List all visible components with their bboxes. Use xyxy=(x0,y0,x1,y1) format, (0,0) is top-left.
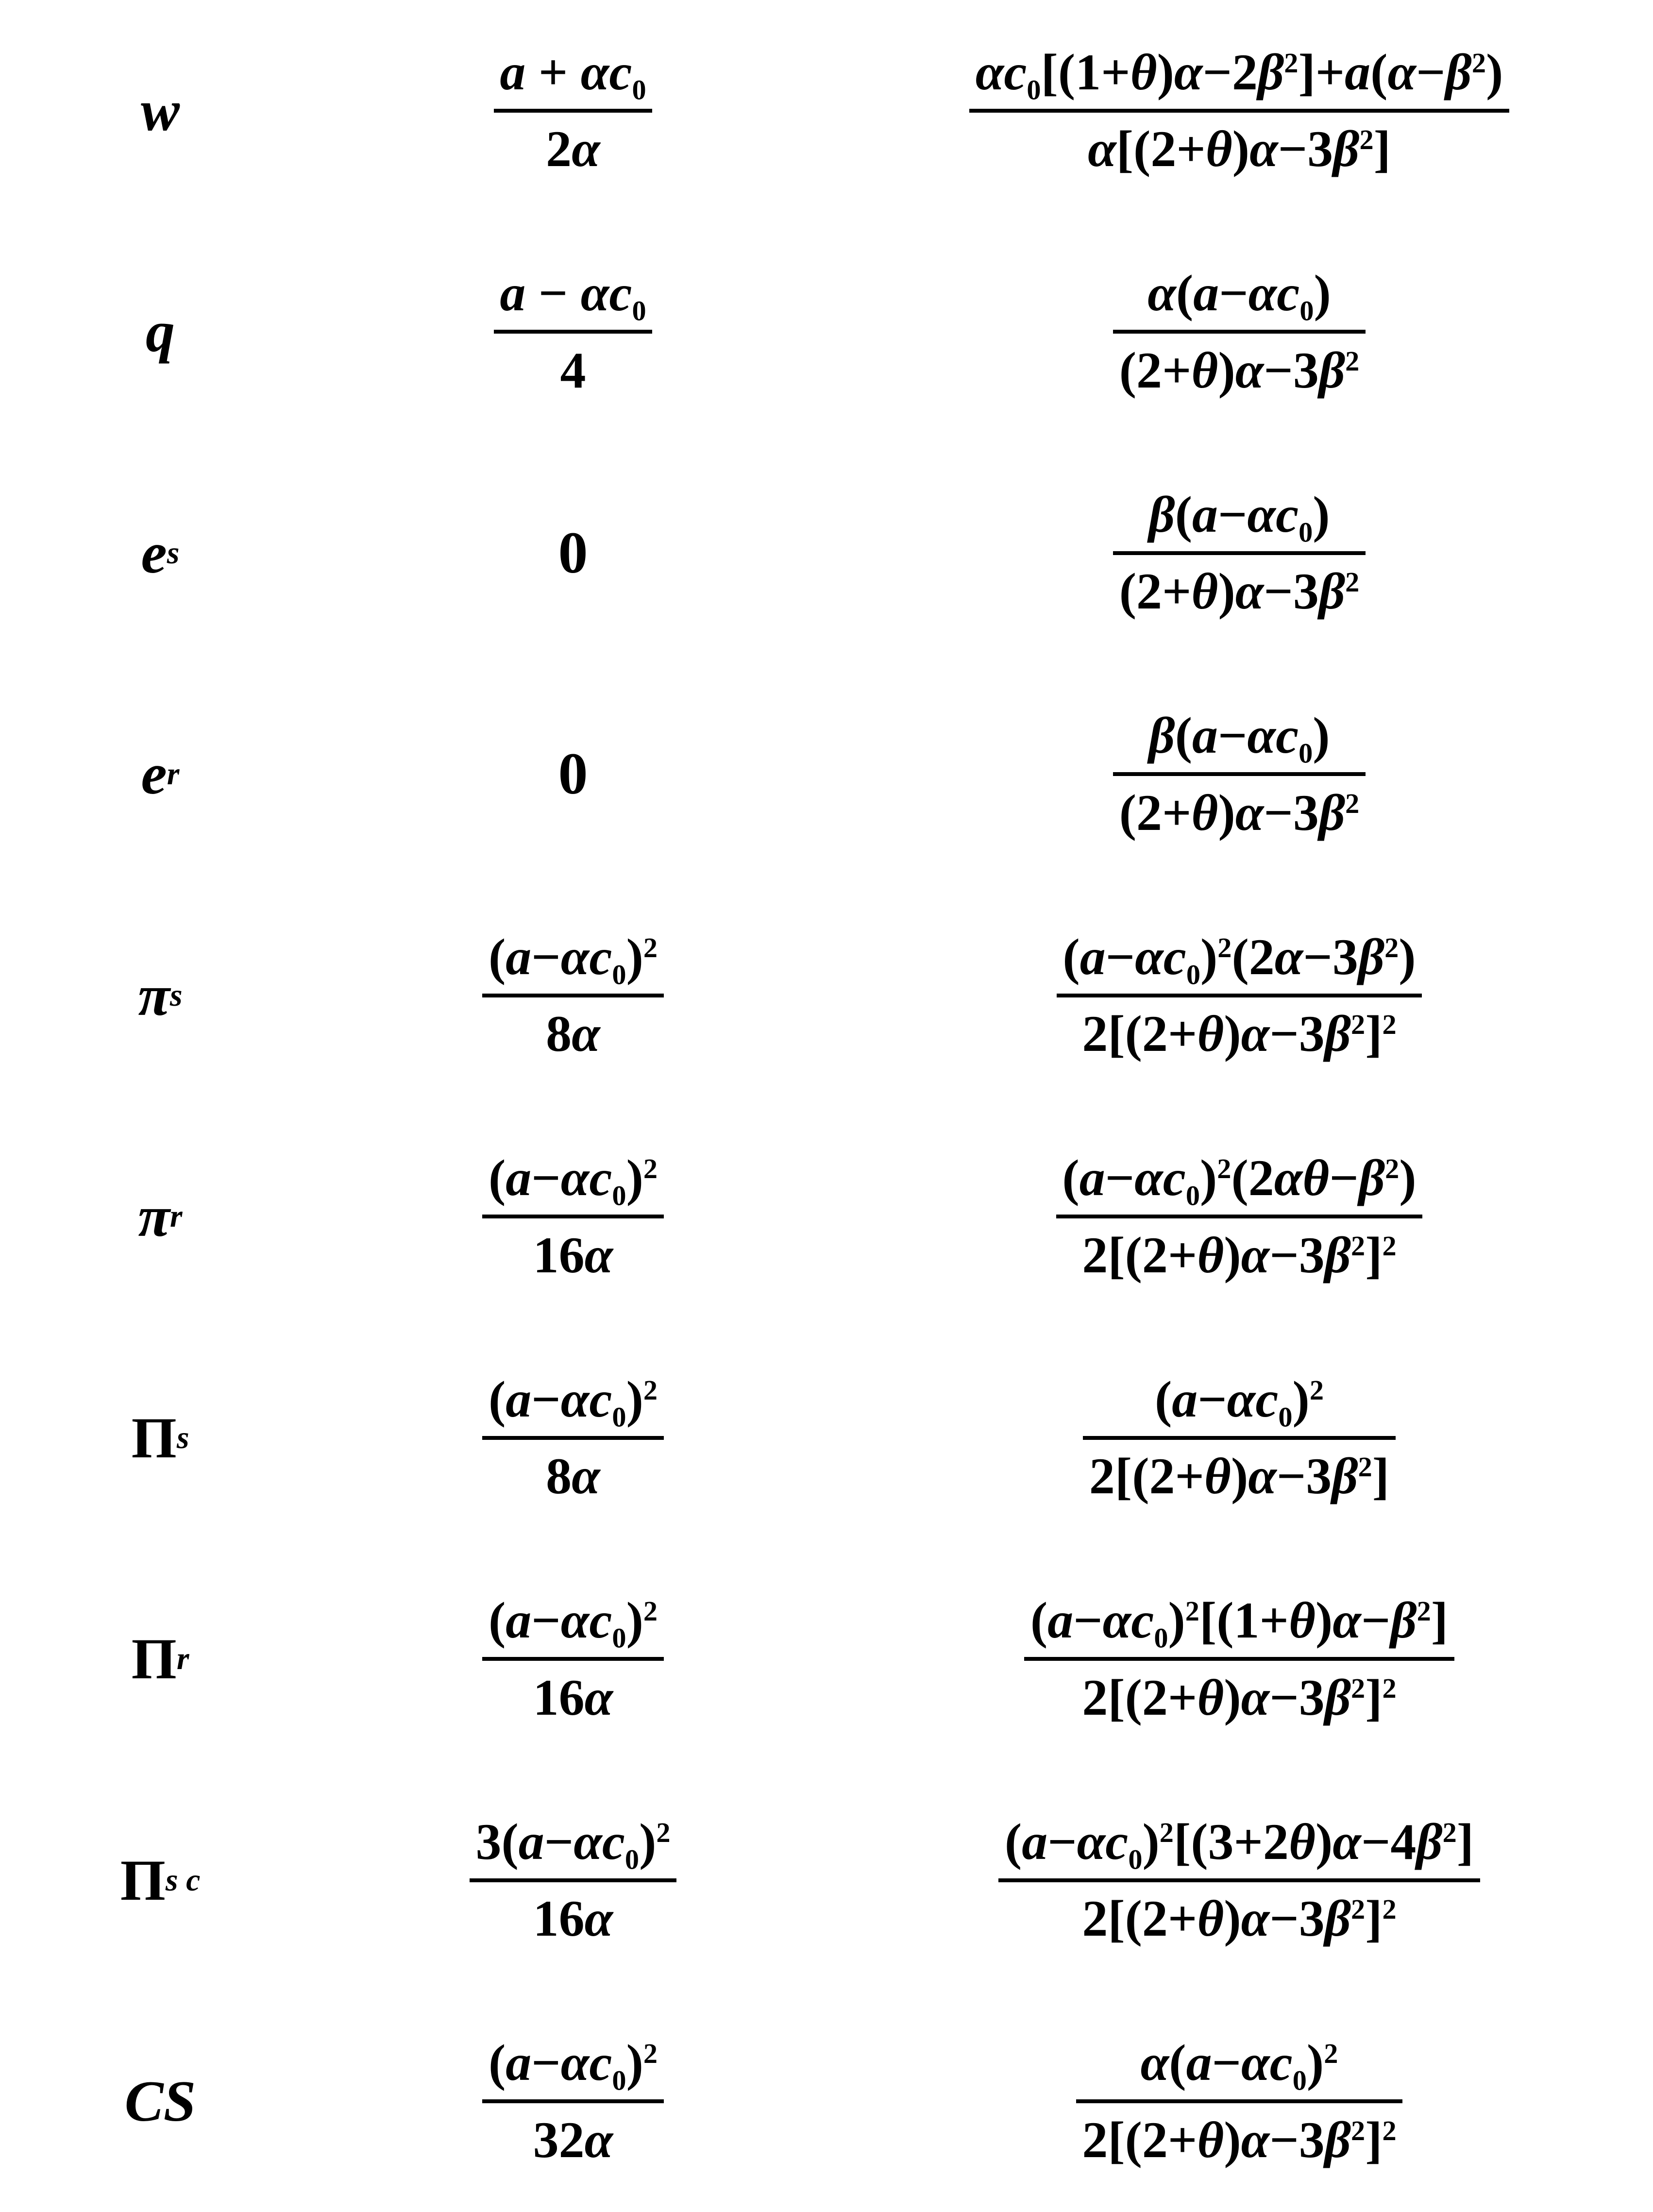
denominator: $2[(2+\theta)\alpha-3\beta^2]^2$ xyxy=(1082,1226,1397,1283)
middle-formula xyxy=(320,740,826,808)
numerator: $\beta(a-\alpha c_0)$ xyxy=(1148,707,1330,769)
denominator: 8α xyxy=(546,1448,600,1505)
denominator: 16α xyxy=(533,1226,613,1283)
fraction-bar xyxy=(470,1878,677,1882)
table-row xyxy=(0,221,1653,443)
fraction-bar xyxy=(1024,1657,1454,1661)
table-row xyxy=(0,1327,1653,1549)
numerator: $3(a-\alpha c_0)^2$ xyxy=(475,1813,671,1875)
fraction xyxy=(1113,481,1366,625)
fraction xyxy=(482,923,664,1068)
fraction xyxy=(482,1587,664,1731)
numerator: $(a-\alpha c_0)^2$ xyxy=(488,1370,658,1433)
middle-formula xyxy=(320,1808,826,1953)
numerator: $a + \alpha c_0$ xyxy=(500,43,646,105)
fraction-bar xyxy=(1113,330,1366,334)
numerator: $(a-\alpha c_0)^2$ xyxy=(488,1149,658,1212)
row-label: Π s c xyxy=(120,1847,201,1912)
fraction-bar xyxy=(1113,551,1366,555)
zero-value: 0 xyxy=(558,520,588,586)
denominator: 16α xyxy=(533,1669,613,1726)
row-label: q xyxy=(146,299,175,364)
numerator: $a - \alpha c_0$ xyxy=(500,265,646,327)
row-label: e s xyxy=(141,520,180,585)
fraction-bar xyxy=(482,994,664,997)
denominator: $(2+\theta)\alpha-3\beta^2$ xyxy=(1119,341,1360,399)
row-label: w xyxy=(140,78,180,143)
table-row xyxy=(0,1770,1653,1991)
right-formula xyxy=(826,481,1653,625)
numerator: $\alpha(a-\alpha c_0)^2$ xyxy=(1140,2034,1338,2096)
denominator: 16α xyxy=(533,1890,613,1947)
denominator: $(2+\theta)\alpha-3\beta^2$ xyxy=(1119,563,1360,620)
denominator: $2[(2+\theta)\alpha-3\beta^2]$ xyxy=(1089,1448,1390,1505)
middle-formula xyxy=(320,259,826,404)
fraction-bar xyxy=(1113,772,1366,776)
fraction-bar xyxy=(482,2099,664,2103)
right-formula xyxy=(826,259,1653,404)
right-formula xyxy=(826,1808,1653,1953)
denominator: 8α xyxy=(546,1005,600,1063)
fraction-bar xyxy=(482,1436,664,1440)
row-label: C S xyxy=(124,2069,196,2134)
middle-formula xyxy=(320,923,826,1068)
table-row xyxy=(0,0,1653,221)
fraction xyxy=(1076,2029,1403,2174)
denominator: $\alpha[(2+\theta)\alpha-3\beta^2]$ xyxy=(1088,120,1391,178)
fraction-bar xyxy=(482,1657,664,1661)
fraction-bar xyxy=(494,330,653,334)
fraction-bar xyxy=(482,1215,664,1218)
denominator: 4 xyxy=(560,341,586,399)
middle-formula xyxy=(320,1587,826,1731)
fraction xyxy=(1057,923,1422,1068)
fraction xyxy=(998,1808,1480,1953)
fraction xyxy=(482,1144,664,1289)
right-formula xyxy=(826,38,1653,183)
fraction xyxy=(1113,259,1366,404)
zero-value: 0 xyxy=(558,741,588,807)
fraction xyxy=(1056,1144,1423,1289)
right-formula xyxy=(826,1144,1653,1289)
row-label: Π s xyxy=(131,1405,189,1470)
table-row xyxy=(0,885,1653,1106)
numerator: $(a-\alpha c_0)^2(2\alpha-3\beta^2)$ xyxy=(1063,928,1416,990)
middle-formula xyxy=(320,1144,826,1289)
fraction xyxy=(1024,1587,1454,1731)
fraction-bar xyxy=(998,1878,1480,1882)
fraction xyxy=(470,1808,677,1953)
numerator: $\alpha c_0[(1+\theta)\alpha-2\beta^2]+a(\alpha-\beta^2)$ xyxy=(975,43,1503,105)
numerator: $(a-\alpha c_0)^2[(1+\theta)\alpha-\beta^2]$ xyxy=(1030,1592,1449,1654)
numerator: $\beta(a-\alpha c_0)$ xyxy=(1148,486,1330,548)
middle-formula xyxy=(320,519,826,587)
table-row xyxy=(0,1991,1653,2212)
fraction xyxy=(494,38,653,183)
numerator: $\alpha(a-\alpha c_0)$ xyxy=(1147,265,1331,327)
table-row xyxy=(0,442,1653,664)
middle-formula xyxy=(320,38,826,183)
denominator: 32α xyxy=(533,2111,613,2168)
fraction xyxy=(482,2029,664,2174)
row-label: e r xyxy=(141,742,180,807)
numerator: $(a-\alpha c_0)^2$ xyxy=(488,1592,658,1654)
fraction-bar xyxy=(1057,994,1422,997)
numerator: $(a-\alpha c_0)^2$ xyxy=(488,928,658,990)
numerator: $(a-\alpha c_0)^2$ xyxy=(1154,1370,1324,1433)
fraction-bar xyxy=(969,109,1509,113)
fraction-bar xyxy=(1083,1436,1396,1440)
middle-formula xyxy=(320,1366,826,1510)
numerator: $(a-\alpha c_0)^2(2\alpha\theta-\beta^2)$ xyxy=(1062,1149,1417,1212)
numerator: $(a-\alpha c_0)^2$ xyxy=(488,2034,658,2096)
row-label: π r xyxy=(138,1184,183,1249)
table-row xyxy=(0,1549,1653,1770)
denominator: $2[(2+\theta)\alpha-3\beta^2]^2$ xyxy=(1082,1890,1397,1947)
row-label: π s xyxy=(138,962,183,1028)
denominator: $2[(2+\theta)\alpha-3\beta^2]^2$ xyxy=(1082,1669,1397,1726)
fraction xyxy=(1083,1366,1396,1510)
right-formula xyxy=(826,923,1653,1068)
right-formula xyxy=(826,1587,1653,1731)
fraction-bar xyxy=(494,109,653,113)
table-row xyxy=(0,664,1653,885)
denominator: $2[(2+\theta)\alpha-3\beta^2]^2$ xyxy=(1082,2111,1397,2168)
denominator: 2α xyxy=(546,120,600,178)
middle-formula xyxy=(320,2029,826,2174)
numerator: $(a-\alpha c_0)^2[(3+2\theta)\alpha-4\beta^2]$ xyxy=(1004,1813,1474,1875)
fraction xyxy=(482,1366,664,1510)
right-formula xyxy=(826,702,1653,846)
fraction xyxy=(969,38,1509,183)
denominator: $(2+\theta)\alpha-3\beta^2$ xyxy=(1119,784,1360,841)
fraction-bar xyxy=(1056,1215,1423,1218)
row-label: Π r xyxy=(131,1626,189,1691)
denominator: $2[(2+\theta)\alpha-3\beta^2]^2$ xyxy=(1082,1005,1397,1063)
table-row xyxy=(0,1106,1653,1328)
right-formula xyxy=(826,2029,1653,2174)
fraction-bar xyxy=(1076,2099,1403,2103)
fraction xyxy=(494,259,653,404)
right-formula xyxy=(826,1366,1653,1510)
fraction xyxy=(1113,702,1366,846)
